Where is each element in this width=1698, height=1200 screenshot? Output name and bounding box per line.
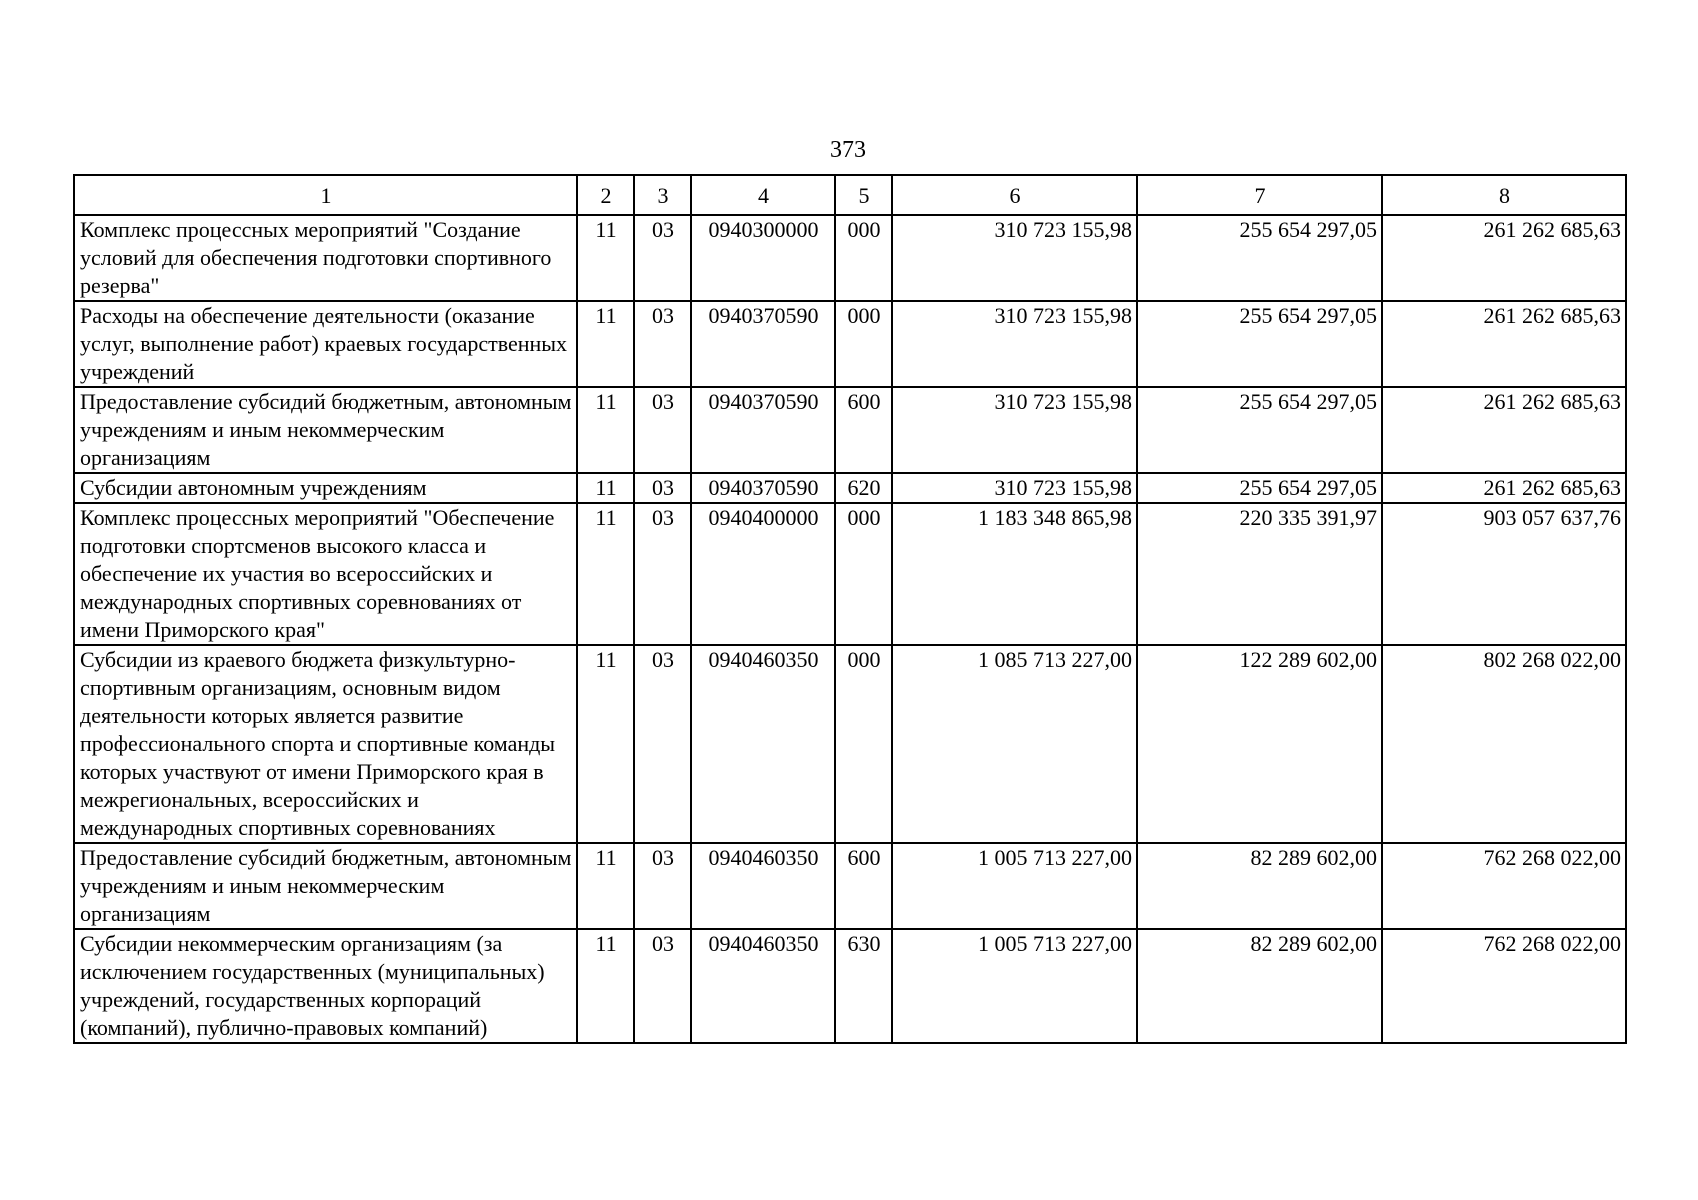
column-header: 4 — [691, 175, 835, 215]
amount-col7: 122 289 602,00 — [1137, 645, 1382, 843]
target-article-code: 0940300000 — [691, 215, 835, 301]
section-code: 11 — [577, 387, 634, 473]
section-code: 11 — [577, 473, 634, 503]
budget-table — [73, 174, 1627, 1044]
amount-col7: 255 654 297,05 — [1137, 387, 1382, 473]
section-code: 11 — [577, 215, 634, 301]
section-code: 11 — [577, 503, 634, 645]
amount-col8: 903 057 637,76 — [1382, 503, 1626, 645]
subsection-code: 03 — [634, 929, 691, 1043]
column-header: 8 — [1382, 175, 1626, 215]
target-article-code: 0940370590 — [691, 301, 835, 387]
amount-col8: 762 268 022,00 — [1382, 929, 1626, 1043]
column-header: 6 — [892, 175, 1137, 215]
page-number: 373 — [830, 137, 866, 163]
expense-type-code: 000 — [835, 645, 892, 843]
target-article-code: 0940370590 — [691, 473, 835, 503]
subsection-code: 03 — [634, 301, 691, 387]
column-header: 3 — [634, 175, 691, 215]
amount-col8: 261 262 685,63 — [1382, 215, 1626, 301]
amount-col7: 255 654 297,05 — [1137, 301, 1382, 387]
amount-col8: 261 262 685,63 — [1382, 387, 1626, 473]
section-code: 11 — [577, 301, 634, 387]
subsection-code: 03 — [634, 473, 691, 503]
target-article-code: 0940460350 — [691, 645, 835, 843]
amount-col7: 82 289 602,00 — [1137, 929, 1382, 1043]
amount-col6: 1 183 348 865,98 — [892, 503, 1137, 645]
amount-col8: 762 268 022,00 — [1382, 843, 1626, 929]
table-row — [74, 473, 1626, 503]
target-article-code: 0940400000 — [691, 503, 835, 645]
column-header: 1 — [74, 175, 577, 215]
row-name: Предоставление субсидий бюджетным, автономным учреждениям и иным некоммерческим организациям — [74, 843, 577, 929]
amount-col8: 261 262 685,63 — [1382, 473, 1626, 503]
column-header: 2 — [577, 175, 634, 215]
amount-col7: 255 654 297,05 — [1137, 473, 1382, 503]
column-header: 7 — [1137, 175, 1382, 215]
row-name: Комплекс процессных мероприятий "Обеспечение подготовки спортсменов высокого класса и обеспечение их участия во всероссийских и международных спортивных соревнованиях от имени Приморского края" — [74, 503, 577, 645]
table-row — [74, 645, 1626, 843]
expense-type-code: 600 — [835, 843, 892, 929]
expense-type-code: 600 — [835, 387, 892, 473]
amount-col6: 1 005 713 227,00 — [892, 929, 1137, 1043]
row-name: Предоставление субсидий бюджетным, автономным учреждениям и иным некоммерческим организациям — [74, 387, 577, 473]
amount-col6: 1 005 713 227,00 — [892, 843, 1137, 929]
amount-col8: 261 262 685,63 — [1382, 301, 1626, 387]
table-row — [74, 503, 1626, 645]
subsection-code: 03 — [634, 645, 691, 843]
amount-col6: 1 085 713 227,00 — [892, 645, 1137, 843]
amount-col7: 255 654 297,05 — [1137, 215, 1382, 301]
target-article-code: 0940370590 — [691, 387, 835, 473]
row-name: Субсидии из краевого бюджета физкультурно-спортивным организациям, основным видом деятельности которых является развитие профессионального спорта и спортивные команды которых участвуют от имени Приморского края в межрегиональных, всероссийских и международных спортивных соревнованиях — [74, 645, 577, 843]
table-row — [74, 301, 1626, 387]
section-code: 11 — [577, 645, 634, 843]
table-row — [74, 843, 1626, 929]
amount-col7: 220 335 391,97 — [1137, 503, 1382, 645]
section-code: 11 — [577, 843, 634, 929]
amount-col6: 310 723 155,98 — [892, 387, 1137, 473]
row-name: Субсидии некоммерческим организациям (за исключением государственных (муниципальных) учреждений, государственных корпораций (компаний), публично-правовых компаний) — [74, 929, 577, 1043]
row-name: Комплекс процессных мероприятий "Создание условий для обеспечения подготовки спортивного резерва" — [74, 215, 577, 301]
section-code: 11 — [577, 929, 634, 1043]
table-row — [74, 215, 1626, 301]
expense-type-code: 630 — [835, 929, 892, 1043]
amount-col8: 802 268 022,00 — [1382, 645, 1626, 843]
expense-type-code: 620 — [835, 473, 892, 503]
amount-col6: 310 723 155,98 — [892, 301, 1137, 387]
subsection-code: 03 — [634, 215, 691, 301]
subsection-code: 03 — [634, 503, 691, 645]
amount-col6: 310 723 155,98 — [892, 215, 1137, 301]
amount-col7: 82 289 602,00 — [1137, 843, 1382, 929]
table-row — [74, 387, 1626, 473]
row-name: Субсидии автономным учреждениям — [74, 473, 577, 503]
header-row — [74, 175, 1626, 215]
expense-type-code: 000 — [835, 503, 892, 645]
subsection-code: 03 — [634, 843, 691, 929]
expense-type-code: 000 — [835, 215, 892, 301]
row-name: Расходы на обеспечение деятельности (оказание услуг, выполнение работ) краевых государственных учреждений — [74, 301, 577, 387]
amount-col6: 310 723 155,98 — [892, 473, 1137, 503]
expense-type-code: 000 — [835, 301, 892, 387]
subsection-code: 03 — [634, 387, 691, 473]
target-article-code: 0940460350 — [691, 843, 835, 929]
column-header: 5 — [835, 175, 892, 215]
table-row — [74, 929, 1626, 1043]
target-article-code: 0940460350 — [691, 929, 835, 1043]
